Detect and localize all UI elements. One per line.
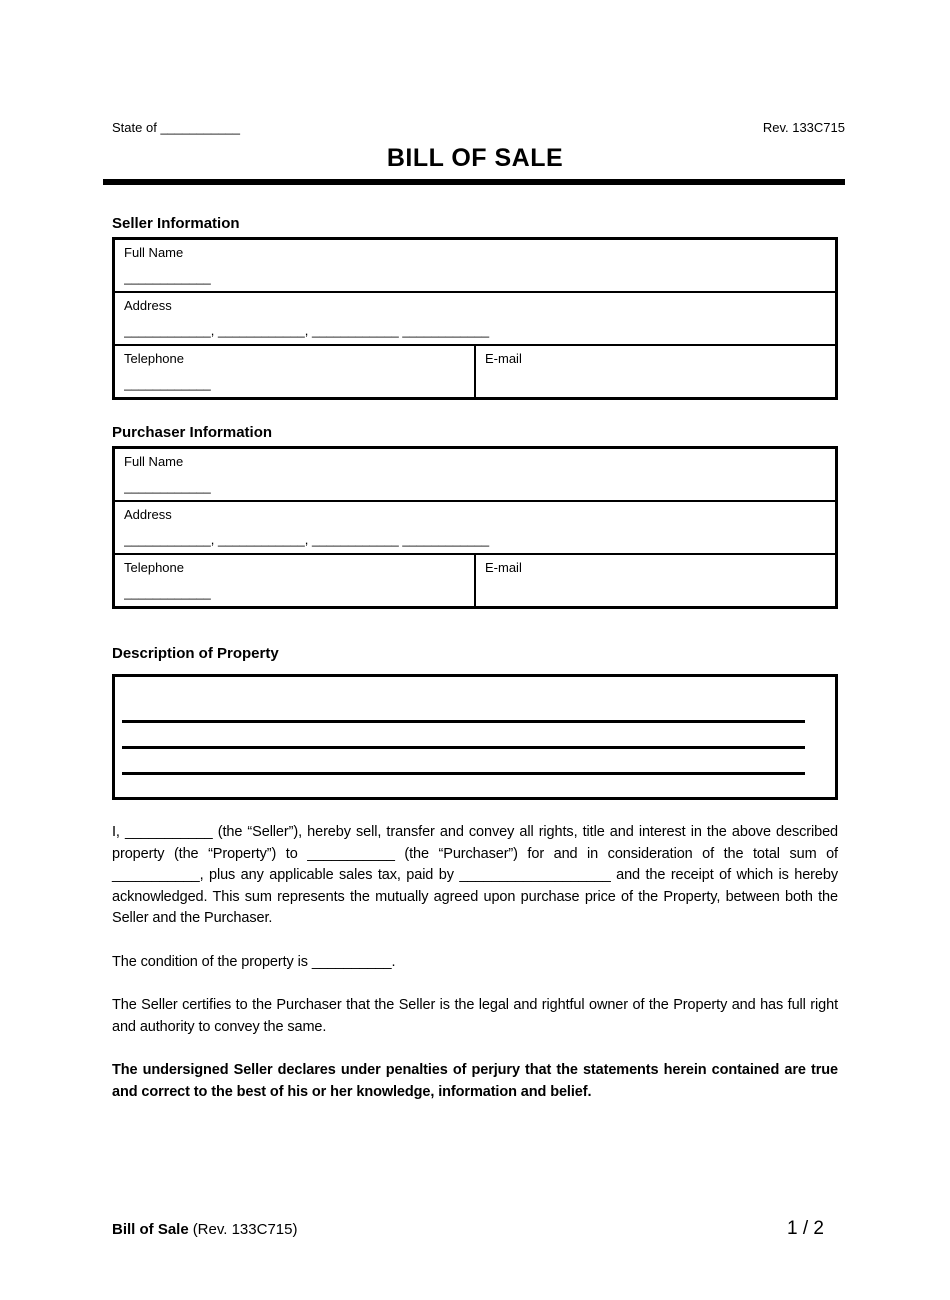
table-row bbox=[114, 501, 837, 554]
purchaser-email-cell bbox=[476, 555, 835, 606]
seller-telephone-cell bbox=[115, 346, 474, 397]
full-name-label: Full Name bbox=[124, 245, 184, 260]
address-blank-lines: ____________, ____________, ____________ ____________ bbox=[124, 323, 490, 338]
revision-label: Rev. 133C715 bbox=[762, 120, 845, 135]
purchaser-section bbox=[112, 424, 838, 609]
email-label: E-mail bbox=[485, 560, 522, 575]
full-name-label: Full Name bbox=[124, 454, 184, 469]
address-label: Address bbox=[124, 507, 172, 522]
purchaser-section-heading: Purchaser Information bbox=[112, 424, 273, 441]
address-label: Address bbox=[124, 298, 172, 313]
state-of-label: State of bbox=[112, 120, 157, 135]
full-name-blank-line: ____________ bbox=[124, 479, 211, 494]
table-row bbox=[114, 292, 837, 345]
seller-section-heading: Seller Information bbox=[112, 215, 240, 232]
footer-page-number: 1 / 2 bbox=[787, 1218, 824, 1239]
telephone-label: Telephone bbox=[124, 560, 184, 575]
property-description-box bbox=[112, 674, 838, 800]
seller-section bbox=[112, 215, 838, 400]
perjury-paragraph: The undersigned Seller declares under penalties of perjury that the statements herein contained are true and correct to the best of his or her knowledge, information and belief. bbox=[112, 1062, 838, 1100]
property-description-heading: Description of Property bbox=[112, 645, 279, 662]
seller-email-cell bbox=[476, 346, 835, 397]
purchaser-full-name-cell bbox=[115, 449, 835, 500]
footer-doc-revision: (Rev. 133C715) bbox=[192, 1221, 298, 1238]
purchaser-telephone-cell bbox=[115, 555, 474, 606]
telephone-label: Telephone bbox=[124, 351, 184, 366]
state-blank-line: ___________ bbox=[160, 120, 240, 135]
ownership-paragraph: The Seller certifies to the Purchaser that the Seller is the legal and rightful owner of the Property and has full right and authority to convey the same. bbox=[112, 997, 838, 1035]
body-copy bbox=[112, 822, 838, 1125]
table-row bbox=[114, 448, 837, 502]
meta-row bbox=[112, 120, 845, 135]
footer-doc-title: Bill of Sale bbox=[112, 1221, 189, 1238]
page-title: BILL OF SALE bbox=[386, 144, 564, 172]
full-name-blank-line: ____________ bbox=[124, 270, 211, 285]
description-write-line bbox=[122, 697, 805, 723]
condition-paragraph: The condition of the property is __________. bbox=[112, 953, 396, 970]
sale-declaration-paragraph: I, ___________ (the “Seller”), hereby sell, transfer and convey all rights, title and interest in the above described property (the “Property”) to ___________ (the “Purchaser”) for and in consideration of the total sum of ___________, plus any applicable sales tax, paid by ___________________ and the receipt of which is hereby acknowledged. This sum represents the mutually agreed upon purchase price of the Property, between both the Seller and the Purchaser. bbox=[112, 824, 838, 926]
footer bbox=[112, 1218, 838, 1240]
seller-address-cell bbox=[115, 293, 835, 344]
seller-info-table bbox=[112, 237, 838, 400]
title-double-rule bbox=[103, 179, 845, 185]
table-row bbox=[114, 554, 837, 608]
telephone-blank-line: ____________ bbox=[124, 585, 211, 600]
footer-doc-label bbox=[112, 1221, 297, 1238]
state-of-field bbox=[112, 120, 240, 135]
telephone-blank-line: ____________ bbox=[124, 376, 211, 391]
description-write-line bbox=[122, 723, 805, 749]
address-blank-lines: ____________, ____________, ____________ ____________ bbox=[124, 532, 490, 547]
property-description-section bbox=[112, 645, 838, 800]
email-label: E-mail bbox=[485, 351, 522, 366]
description-write-line bbox=[122, 749, 805, 775]
purchaser-address-cell bbox=[115, 502, 835, 553]
purchaser-info-table bbox=[112, 446, 838, 609]
table-row bbox=[114, 345, 837, 399]
seller-full-name-cell bbox=[115, 240, 835, 291]
table-row bbox=[114, 239, 837, 293]
